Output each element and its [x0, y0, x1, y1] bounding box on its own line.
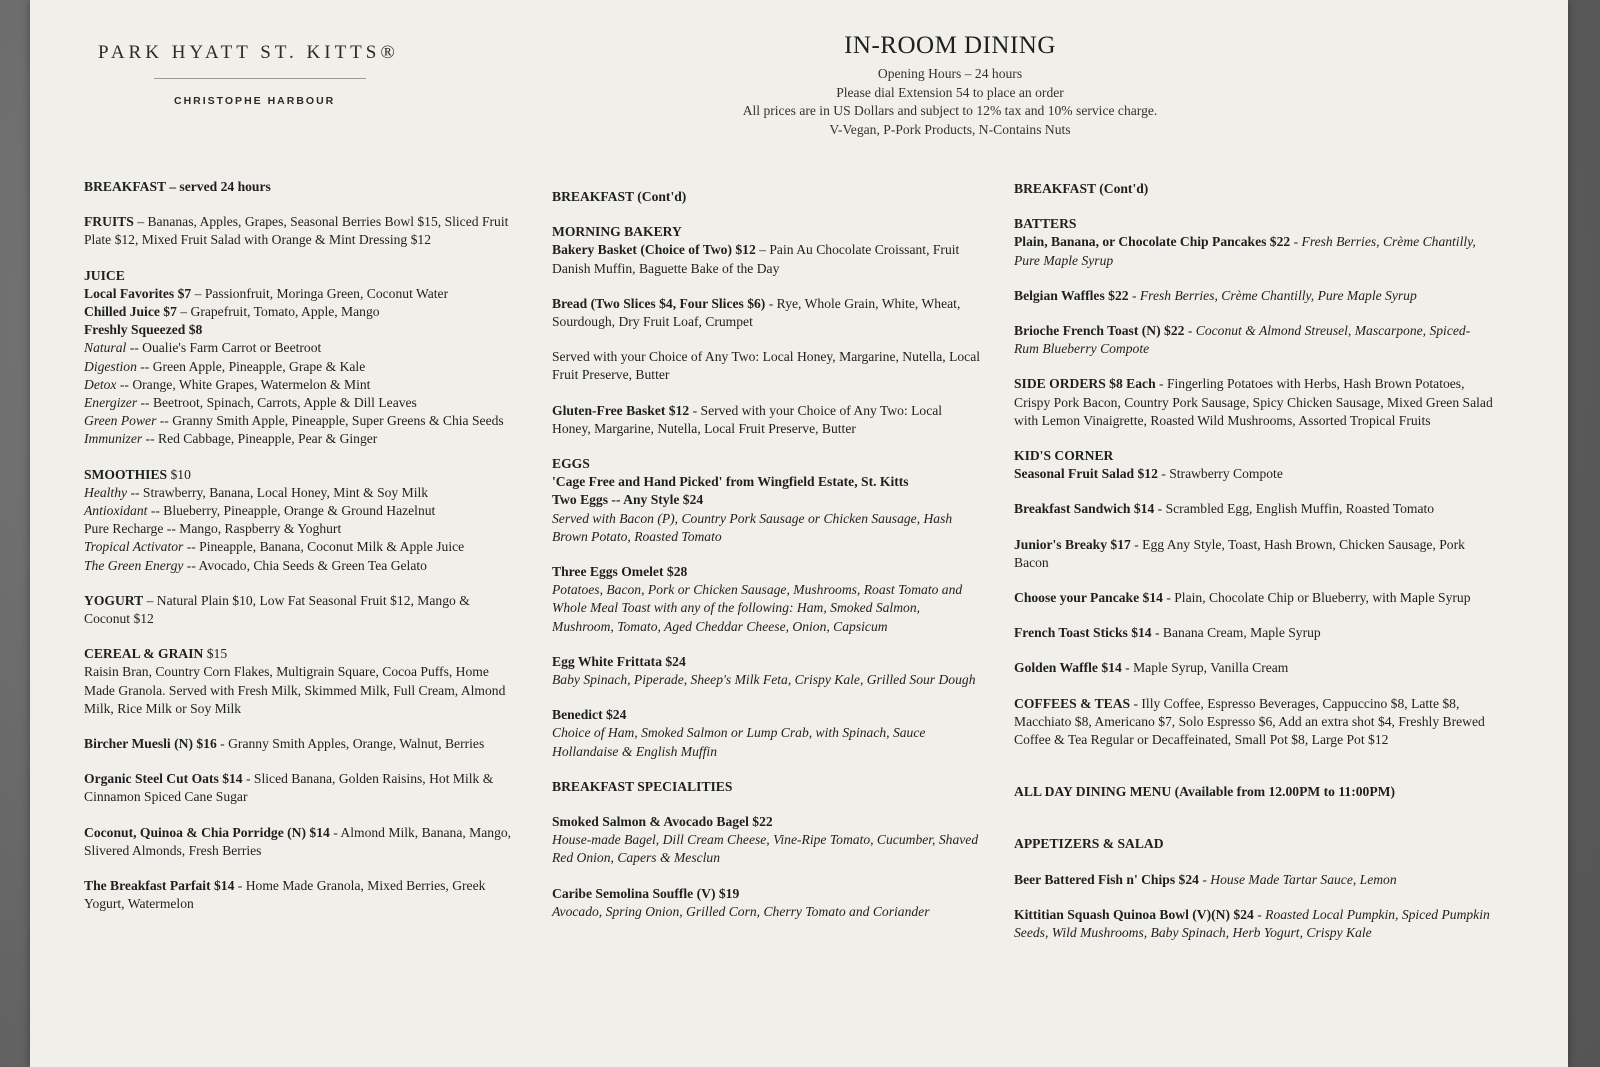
item-desc: Fresh Berries, Crème Chantilly, Pure Maple Syrup: [1139, 287, 1417, 303]
menu-group-juice: [84, 267, 516, 449]
item-name: Tropical Activator: [84, 539, 184, 555]
item-name: Healthy: [84, 484, 128, 500]
item-name: Bread (Two Slices $4, Four Slices $6): [552, 295, 766, 311]
menu-group-batters: [1014, 215, 1494, 270]
item-desc: - Egg Any Style, Toast, Hash Brown, Chicken Sausage, Pork Bacon: [1014, 536, 1465, 570]
spacer: [1014, 818, 1494, 835]
group-title: MORNING BAKERY: [552, 224, 682, 240]
group-title: [84, 466, 516, 484]
item-desc: -- Avocado, Chia Seeds & Green Tea Gelato: [183, 557, 427, 573]
item-name: Benedict $24: [552, 707, 627, 723]
menu-item: [84, 376, 516, 394]
item-name: Immunizer: [84, 431, 143, 447]
item-desc: -- Oualie's Farm Carrot or Beetroot: [126, 340, 322, 356]
menu-item-souffle: [552, 885, 984, 921]
menu-item: [84, 520, 516, 538]
menu-header: [640, 32, 1260, 139]
item-desc: - Scrambled Egg, English Muffin, Roasted Tomato: [1154, 501, 1435, 517]
item-sep: -: [1290, 234, 1302, 250]
menu-column-2: [552, 188, 984, 938]
item-desc: Choice of Ham, Smoked Salmon or Lump Crab, with Spinach, Sauce Hollandaise & English Muffin: [552, 725, 926, 759]
menu-item-benedict: [552, 706, 984, 761]
menu-item-omelet: [552, 563, 984, 636]
menu-item-sticks: [1014, 624, 1494, 642]
item-name: COFFEES & TEAS: [1014, 695, 1131, 711]
brand-divider: [154, 78, 366, 79]
item-desc: - Rye, Whole Grain, White, Wheat, Sourdough, Dry Fruit Loaf, Crumpet: [552, 295, 961, 330]
menu-item: [84, 430, 516, 448]
item-name: Freshly Squeezed $8: [84, 322, 203, 338]
item-name: YOGURT: [84, 592, 144, 608]
menu-item-junior: [1014, 536, 1494, 572]
menu-item: [84, 484, 516, 502]
menu-item-waffles: [1014, 287, 1494, 305]
item-name: Chilled Juice $7: [84, 304, 177, 320]
item-name: Three Eggs Omelet $28: [552, 564, 688, 580]
item-desc: – Bananas, Apples, Grapes, Seasonal Berries Bowl $15, Sliced Fruit Plate $12, Mixed Fruit Salad with Orange & Mint Dressing $12: [84, 214, 509, 248]
menu-group-bakery: [552, 223, 984, 278]
section-title: BREAKFAST – served 24 hours: [84, 179, 271, 194]
item-desc: Fresh Berries, Crème Chantilly, Pure Maple Syrup: [1014, 234, 1476, 268]
all-day-title: ALL DAY DINING MENU (Available from 12.00PM to 11:00PM): [1014, 784, 1395, 800]
served-note: Served with your Choice of Any Two: Local Honey, Margarine, Nutella, Local Fruit Preserve, Butter: [552, 349, 981, 383]
menu-item: [84, 394, 516, 412]
menu-item-bagel: [552, 813, 984, 868]
menu-item: [84, 303, 516, 321]
menu-item-frittata: [552, 653, 984, 689]
menu-item-gluten-free: [552, 402, 984, 438]
brand-name: PARK HYATT ST. KITTS®: [98, 42, 399, 63]
header-line: Opening Hours – 24 hours: [877, 66, 1023, 81]
menu-item: [84, 557, 516, 575]
item-name: Energizer: [84, 395, 138, 411]
menu-item-golden-waffle: [1014, 659, 1494, 677]
menu-item-fish: [1014, 871, 1494, 889]
item-desc: -- Strawberry, Banana, Local Honey, Mint & Soy Milk: [127, 484, 429, 500]
item-desc: - Sliced Banana, Golden Raisins, Hot Milk & Cinnamon Spiced Cane Sugar: [84, 771, 494, 805]
item-desc: -- Beetroot, Spinach, Carrots, Apple & Dill Leaves: [137, 395, 417, 411]
header-line: V-Vegan, P-Pork Products, N-Contains Nuts: [829, 121, 1071, 137]
item-name: Detox: [84, 376, 117, 392]
item-desc: - Home Made Granola, Mixed Berries, Greek Yogurt, Watermelon: [84, 878, 486, 912]
item-name: Bakery Basket (Choice of Two) $12: [552, 242, 756, 258]
item-desc: Raisin Bran, Country Corn Flakes, Multigrain Square, Cocoa Puffs, Home Made Granola. Served with Fresh Milk, Skimmed Milk, Full Cream, Almond Milk, Rice Milk or Soy Milk: [84, 664, 506, 716]
group-subtitle: 'Cage Free and Hand Picked' from Wingfield Estate, St. Kitts: [552, 474, 909, 490]
item-name: Brioche French Toast (N) $22: [1014, 323, 1185, 339]
menu-group-kids: [1014, 447, 1494, 483]
item-desc: - Fingerling Potatoes with Herbs, Hash Brown Potatoes, Crispy Pork Bacon, Country Pork Sausage, Spicy Chicken Sausage, Mixed Green Salad with Lemon Vinaigrette, Roasted Wild Mushrooms, Assorted Tropical Fruits: [1014, 376, 1493, 428]
item-name: French Toast Sticks $14: [1014, 625, 1152, 641]
menu-group-smoothies: [84, 466, 516, 575]
item-desc: Pure Recharge -- Mango, Raspberry & Yoghurt: [84, 521, 342, 537]
menu-item-cereal: [84, 645, 516, 718]
group-title: APPETIZERS & SALAD: [1014, 836, 1164, 852]
menu-item: [84, 538, 516, 556]
item-price: $15: [203, 646, 228, 662]
item-desc: – Pain Au Chocolate Croissant, Fruit Danish Muffin, Baguette Bake of the Day: [552, 242, 960, 276]
menu-item-kid-pancake: [1014, 589, 1494, 607]
menu-item-brioche: [1014, 322, 1494, 358]
item-name: Kittitian Squash Quinoa Bowl (V)(N) $24: [1014, 906, 1254, 922]
item-desc: - Served with your Choice of Any Two: Local Honey, Margarine, Nutella, Local Fruit Preserve, Butter: [552, 402, 943, 436]
menu-title: IN-ROOM DINING: [844, 32, 1056, 59]
item-sep: -: [1198, 871, 1211, 887]
item-desc: Coconut & Almond Streusel, Mascarpone, Spiced-Rum Blueberry Compote: [1014, 323, 1471, 357]
item-name: Caribe Semolina Souffle (V) $19: [552, 885, 740, 901]
item-desc: -- Red Cabbage, Pineapple, Pear & Ginger: [142, 431, 378, 447]
menu-item-yogurt: [84, 592, 516, 628]
brand-logo: [98, 42, 428, 107]
item-name: Bircher Muesli (N) $16: [84, 736, 217, 752]
item-sep: -: [1184, 323, 1196, 339]
item-desc: Roasted Local Pumpkin, Spiced Pumpkin Seeds, Wild Mushrooms, Baby Spinach, Herb Yogurt, Crispy Kale: [1014, 906, 1490, 941]
item-desc: Avocado, Spring Onion, Grilled Corn, Cherry Tomato and Coriander: [552, 903, 930, 919]
item-desc: – Grapefruit, Tomato, Apple, Mango: [176, 304, 380, 320]
item-desc: - Granny Smith Apples, Orange, Walnut, Berries: [216, 736, 485, 752]
item-desc: -- Pineapple, Banana, Coconut Milk & Apple Juice: [183, 539, 465, 555]
group-name: SMOOTHIES: [84, 466, 168, 482]
item-desc: - Strawberry Compote: [1157, 466, 1283, 482]
menu-item-sides: [1014, 375, 1494, 430]
item-desc: Baby Spinach, Piperade, Sheep's Milk Feta, Crispy Kale, Grilled Sour Dough: [552, 672, 976, 688]
menu-item-parfait: [84, 877, 516, 913]
item-desc: – Natural Plain $10, Low Fat Seasonal Fruit $12, Mango & Coconut $12: [84, 592, 470, 627]
item-name: Smoked Salmon & Avocado Bagel $22: [552, 814, 773, 830]
item-name: Golden Waffle $14: [1014, 660, 1122, 676]
item-desc: Served with Bacon (P), Country Pork Sausage or Chicken Sausage, Hash Brown Potato, Roasted Tomato: [552, 510, 953, 544]
item-desc: - Plain, Chocolate Chip or Blueberry, with Maple Syrup: [1162, 590, 1471, 606]
item-desc: -- Green Apple, Pineapple, Grape & Kale: [136, 358, 366, 374]
menu-item-muesli: [84, 735, 516, 753]
menu-item-oats: [84, 770, 516, 806]
item-sep: -: [1128, 287, 1140, 303]
item-name: Antioxidant: [84, 503, 148, 519]
menu-item: [84, 339, 516, 357]
item-sep: -: [1253, 906, 1266, 922]
group-title: EGGS: [552, 456, 590, 472]
menu-item-sandwich: [1014, 500, 1494, 518]
menu-item: [84, 502, 516, 520]
menu-column-3: [1014, 180, 1494, 959]
item-name: Breakfast Sandwich $14: [1014, 501, 1155, 517]
item-desc: - Illy Coffee, Espresso Beverages, Cappuccino $8, Latte $8, Macchiato $8, Americano $7, Solo Espresso $6, Add an extra shot $4, Freshly Brewed Coffee & Tea Regular or Decaffeinated, Small Pot $8, Large Pot $12: [1014, 695, 1485, 748]
item-name: The Green Energy: [84, 557, 184, 573]
item-name: Local Favorites $7: [84, 285, 192, 301]
menu-item: [84, 285, 516, 303]
item-name: Seasonal Fruit Salad $12: [1014, 466, 1158, 482]
item-desc: Potatoes, Bacon, Pork or Chicken Sausage, Mushrooms, Roast Tomato and Whole Meal Toast with any of the following: Ham, Smoked Salmon, Mushroom, Tomato, Aged Cheddar Cheese, Onion, Capsicum: [552, 582, 963, 634]
item-desc: -- Blueberry, Pineapple, Orange & Ground Hazelnut: [147, 503, 436, 519]
group-title: [84, 645, 516, 663]
item-name: Green Power: [84, 413, 157, 429]
item-desc: – Passionfruit, Moringa Green, Coconut Water: [191, 285, 449, 301]
group-title: BREAKFAST SPECIALITIES: [552, 778, 733, 794]
item-name: Organic Steel Cut Oats $14: [84, 771, 243, 787]
item-name: Egg White Frittata $24: [552, 653, 686, 669]
item-name: Gluten-Free Basket $12: [552, 402, 690, 418]
menu-item-coffees: [1014, 695, 1494, 750]
item-desc: House-made Bagel, Dill Cream Cheese, Vine-Ripe Tomato, Cucumber, Shaved Red Onion, Capers & Mesclun: [552, 832, 979, 866]
menu-item-bread: [552, 295, 984, 331]
item-desc: -- Granny Smith Apple, Pineapple, Super Greens & Chia Seeds: [156, 413, 504, 429]
item-name: Two Eggs -- Any Style $24: [552, 492, 704, 508]
item-desc: - Maple Syrup, Vanilla Cream: [1121, 660, 1289, 676]
group-title: BATTERS: [1014, 216, 1077, 232]
group-title: JUICE: [84, 267, 125, 283]
menu-item: [84, 412, 516, 430]
spacer: [1014, 766, 1494, 783]
item-desc: House Made Tartar Sauce, Lemon: [1210, 871, 1397, 887]
section-title: BREAKFAST (Cont'd): [552, 189, 687, 204]
menu-item-fruits: [84, 213, 516, 249]
menu-item: [84, 358, 516, 376]
menu-item-quinoa: [1014, 906, 1494, 942]
item-name: CEREAL & GRAIN: [84, 646, 204, 662]
item-name: Digestion: [84, 358, 137, 374]
item-name: Choose your Pancake $14: [1014, 590, 1163, 606]
item-name: Beer Battered Fish n' Chips $24: [1014, 871, 1199, 887]
group-title: KID'S CORNER: [1014, 448, 1114, 464]
section-title: BREAKFAST (Cont'd): [1014, 181, 1149, 196]
brand-subtitle: CHRISTOPHE HARBOUR: [174, 95, 336, 107]
item-name: Coconut, Quinoa & Chia Porridge (N) $14: [84, 824, 330, 840]
item-name: Plain, Banana, or Chocolate Chip Pancakes $22: [1014, 234, 1291, 250]
item-name: Natural: [84, 340, 127, 356]
menu-item-porridge: [84, 824, 516, 860]
item-name: FRUITS: [84, 214, 134, 230]
item-desc: - Banana Cream, Maple Syrup: [1151, 625, 1321, 641]
item-name: Belgian Waffles $22: [1014, 287, 1129, 303]
item-name: Junior's Breaky $17: [1014, 536, 1131, 552]
header-line: Please dial Extension 54 to place an order: [836, 84, 1064, 100]
header-line: All prices are in US Dollars and subject to 12% tax and 10% service charge.: [742, 103, 1158, 118]
item-name: SIDE ORDERS $8 Each: [1014, 376, 1156, 392]
menu-group-eggs: [552, 455, 984, 546]
item-name: The Breakfast Parfait $14: [84, 878, 235, 894]
item-desc: - Almond Milk, Banana, Mango, Slivered Almonds, Fresh Berries: [84, 824, 512, 858]
menu-column-1: [84, 178, 516, 931]
item-desc: -- Orange, White Grapes, Watermelon & Mint: [116, 376, 371, 392]
group-price: $10: [167, 466, 191, 482]
